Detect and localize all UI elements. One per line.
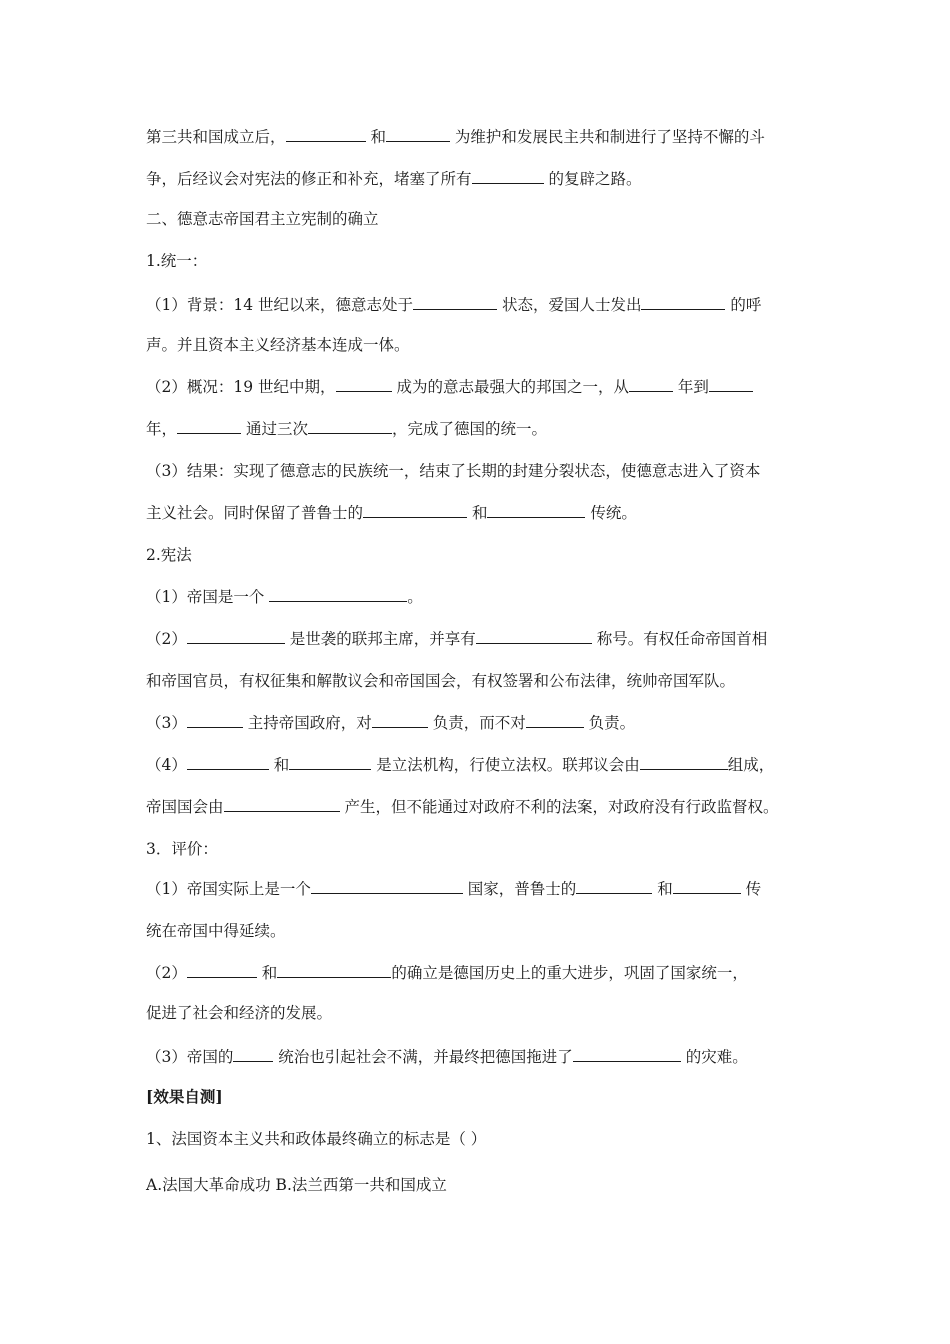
text-segment: 促进了社会和经济的发展。	[146, 1004, 333, 1022]
text-segment: 传统。	[585, 504, 637, 522]
text-segment: 是立法机构，行使立法权。联邦议会由	[371, 756, 640, 774]
text-segment: 产生，但不能通过对政府不利的法案，对政府没有行政监督权。	[339, 798, 779, 816]
text-segment: 组成，	[727, 756, 775, 774]
fill-in-blank	[336, 376, 392, 392]
text-segment: 和	[268, 756, 290, 774]
text-segment: 争，后经议会对宪法的修正和补充，堵塞了所有	[146, 170, 472, 188]
fill-in-blank	[187, 628, 285, 644]
text-segment: 3．评价：	[146, 840, 218, 858]
text-segment: 的确立是德国历史上的重大进步，巩固了国家统一，	[391, 964, 748, 982]
text-segment: 二、德意志帝国君主立宪制的确立	[146, 210, 379, 228]
fill-in-blank	[487, 502, 585, 518]
fill-in-blank	[576, 878, 652, 894]
text-segment: 声。并且资本主义经济基本连成一体。	[146, 336, 410, 354]
fill-in-blank	[187, 962, 257, 978]
text-segment: 称号。有权任命帝国首相	[591, 630, 768, 648]
text-segment: 年到	[672, 378, 709, 396]
fill-in-blank	[233, 1046, 273, 1062]
text-segment: （1）帝国实际上是一个	[146, 880, 311, 898]
text-segment: 通过三次	[241, 420, 308, 438]
section-heading	[146, 208, 379, 230]
fill-in-blank	[187, 754, 269, 770]
text-segment: 1.统一：	[146, 252, 208, 270]
text-line	[146, 126, 765, 148]
text-segment: [效果自测]	[146, 1087, 223, 1106]
fill-in-blank	[476, 628, 592, 644]
fill-in-blank	[629, 376, 673, 392]
text-line	[146, 920, 286, 942]
text-segment: 主持帝国政府，对	[242, 714, 372, 732]
text-line	[146, 376, 753, 398]
text-segment: 为维护和发展民主共和制进行了坚持不懈的斗	[449, 128, 765, 146]
fill-in-blank	[526, 712, 584, 728]
fill-in-blank	[413, 294, 497, 310]
text-line	[146, 754, 774, 776]
text-segment: 主义社会。同时保留了普鲁士的	[146, 504, 364, 522]
text-segment: 和	[652, 880, 673, 898]
text-segment: （3）结果：实现了德意志的民族统一，结束了长期的封建分裂状态，使德意志进入了资本	[146, 462, 761, 480]
fill-in-blank	[386, 126, 450, 142]
fill-in-blank	[472, 168, 544, 184]
fill-in-blank	[187, 712, 243, 728]
fill-in-blank	[363, 502, 467, 518]
text-segment: 是世袭的联邦主席，并享有	[284, 630, 476, 648]
text-line	[146, 1002, 332, 1024]
text-segment: 传	[740, 880, 762, 898]
text-segment: 和帝国官员，有权征集和解散议会和帝国国会，有权签署和公布法律，统帅帝国军队。	[146, 672, 736, 690]
text-segment: 和	[365, 128, 386, 146]
text-segment: （4）	[146, 756, 187, 774]
text-segment: 统在帝国中得延续。	[146, 922, 286, 940]
text-segment: 成为的意志最强大的邦国之一，从	[391, 378, 629, 396]
text-segment: （2）	[146, 964, 187, 982]
text-line	[146, 712, 635, 734]
fill-in-blank	[277, 962, 391, 978]
text-segment: A.法国大革命成功 B.法兰西第一共和国成立	[146, 1176, 447, 1194]
text-segment: 1、法国资本主义共和政体最终确立的标志是（ ）	[146, 1130, 487, 1148]
text-line	[146, 418, 547, 440]
fill-in-blank	[641, 294, 725, 310]
text-segment: （2）概况：19 世纪中期，	[146, 378, 336, 396]
text-segment: （1）背景：14 世纪以来，德意志处于	[146, 296, 414, 314]
text-line	[146, 502, 637, 524]
text-segment: 年，	[146, 420, 178, 438]
text-segment: （1）帝国是一个	[146, 588, 270, 606]
text-segment: 国家，普鲁士的	[462, 880, 577, 898]
fill-in-blank	[709, 376, 753, 392]
fill-in-blank	[289, 754, 371, 770]
fill-in-blank	[224, 796, 340, 812]
fill-in-blank	[372, 712, 428, 728]
fill-in-blank	[177, 418, 241, 434]
question	[146, 1128, 486, 1150]
text-segment: 和	[467, 504, 488, 522]
text-segment: 负责。	[583, 714, 636, 732]
text-line	[146, 294, 761, 316]
text-segment: 2.宪法	[146, 546, 192, 564]
text-segment: 状态，爱国人士发出	[497, 296, 642, 314]
text-line	[146, 168, 641, 190]
subsection-heading	[146, 838, 218, 860]
fill-in-blank	[640, 754, 728, 770]
text-segment: （2）	[146, 630, 187, 648]
text-line	[146, 1046, 748, 1068]
self-test-heading	[146, 1086, 223, 1108]
text-segment: ，完成了德国的统一。	[391, 420, 547, 438]
text-segment: 和	[256, 964, 278, 982]
text-line	[146, 878, 761, 900]
text-line	[146, 460, 760, 482]
text-segment: 的复辟之路。	[543, 170, 642, 188]
text-segment: 。	[407, 588, 423, 606]
text-segment: 的灾难。	[680, 1048, 748, 1066]
text-line	[146, 586, 423, 608]
fill-in-blank	[308, 418, 392, 434]
fill-in-blank	[269, 586, 407, 602]
text-line	[146, 796, 778, 818]
fill-in-blank	[286, 126, 366, 142]
text-segment: 统治也引起社会不满，并最终把德国拖进了	[273, 1048, 573, 1066]
text-line	[146, 334, 410, 356]
text-line	[146, 628, 767, 650]
answer-options	[146, 1174, 447, 1196]
text-line	[146, 962, 748, 984]
fill-in-blank	[311, 878, 463, 894]
text-segment: 的呼	[725, 296, 762, 314]
text-segment: 帝国国会由	[146, 798, 224, 816]
subsection-heading	[146, 544, 192, 566]
fill-in-blank	[673, 878, 741, 894]
text-segment: 第三共和国成立后，	[146, 128, 286, 146]
text-line	[146, 670, 735, 692]
text-segment: （3）	[146, 714, 187, 732]
text-segment: （3）帝国的	[146, 1048, 234, 1066]
subsection-heading	[146, 250, 207, 272]
fill-in-blank	[573, 1046, 681, 1062]
text-segment: 负责，而不对	[427, 714, 526, 732]
